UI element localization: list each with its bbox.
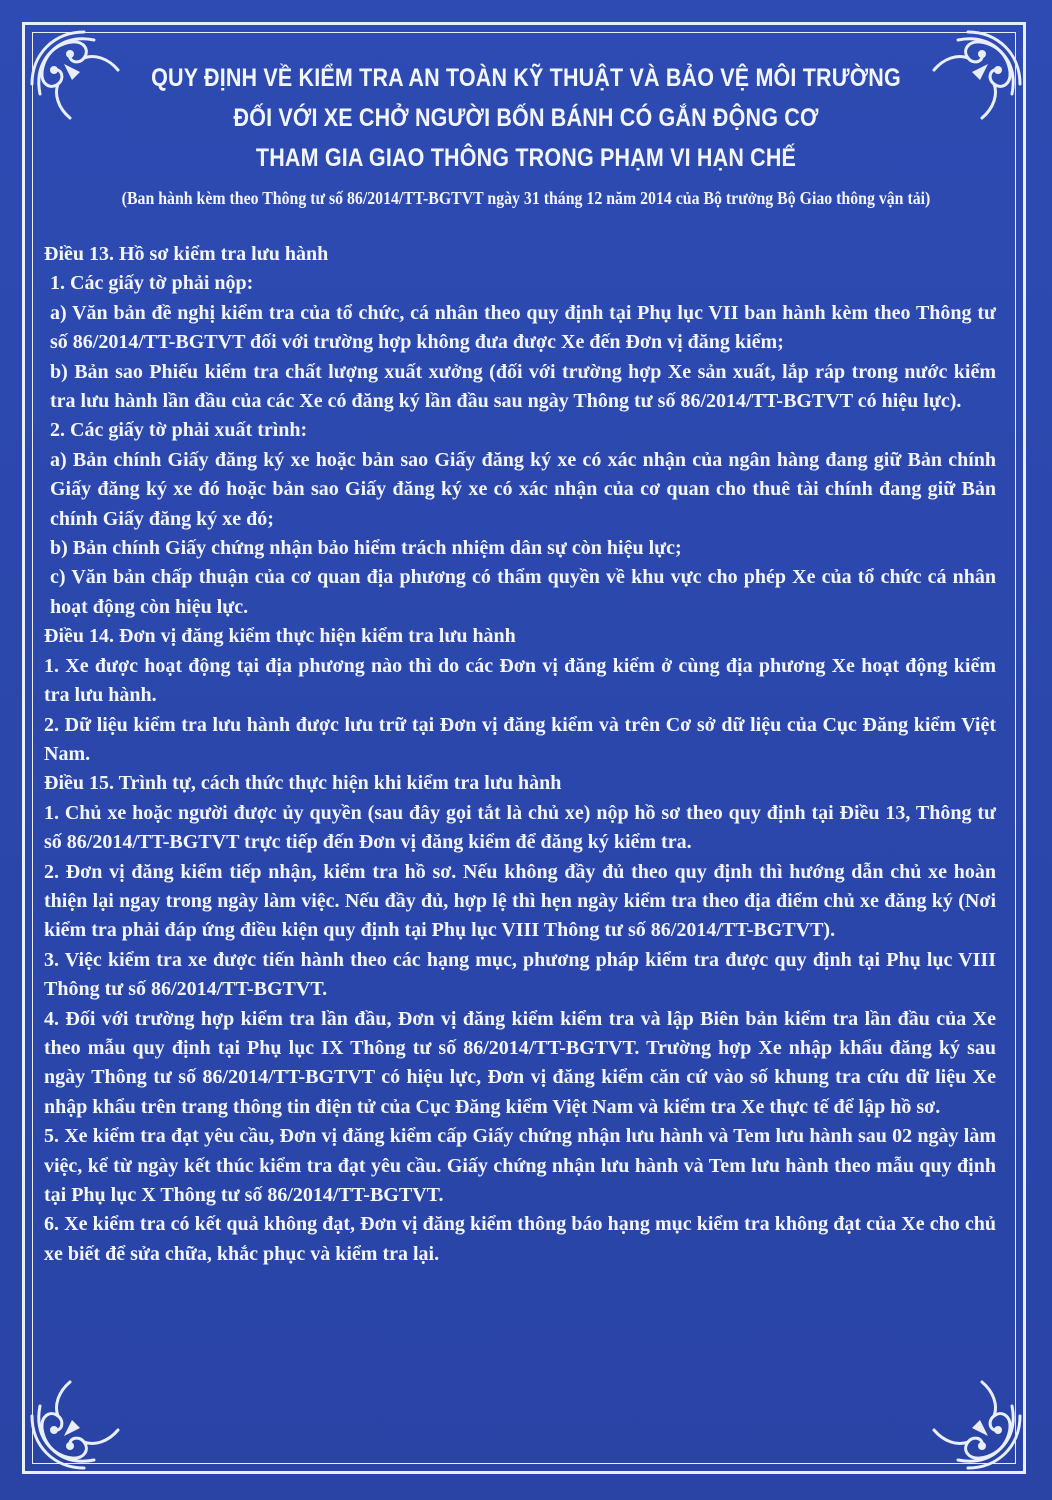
title-line-3: THAM GIA GIAO THÔNG TRONG PHẠM VI HẠN CHẾ	[255, 144, 797, 172]
paragraph: b) Bản sao Phiếu kiểm tra chất lượng xuất xưởng (đối với trường hợp Xe sản xuất, lắp ráp trong nước kiểm tra lưu hành lần đầu của các Xe có đăng ký lần đầu sau ngày Thông tư số 86/2014/TT-BGTVT có hiệu lực).	[50, 360, 996, 413]
paragraph: b) Bản chính Giấy chứng nhận bảo hiểm trách nhiệm dân sự còn hiệu lực;	[50, 537, 682, 560]
regulation-body	[44, 240, 996, 1269]
header	[60, 58, 992, 209]
article-14-heading: Điều 14. Đơn vị đăng kiểm thực hiện kiểm tra lưu hành	[44, 625, 516, 648]
subtitle: (Ban hành kèm theo Thông tư số 86/2014/TT-BGTVT ngày 31 tháng 12 năm 2014 của Bộ trưởng Bộ Giao thông vận tải)	[121, 188, 931, 208]
paragraph: 4. Đối với trường hợp kiểm tra lần đầu, Đơn vị đăng kiểm kiểm tra và lập Biên bản kiểm tra lần đầu của Xe theo mẫu quy định tại Phụ lục IX Thông tư số 86/2014/TT-BGTVT. Trường hợp Xe nhập khẩu đăng ký sau ngày Thông tư số 86/2014/TT-BGTVT có hiệu lực, Đơn vị đăng kiểm căn cứ vào số khung tra cứu dữ liệu Xe nhập khẩu trên trang thông tin điện tử của Cục Đăng kiểm Việt Nam và kiểm tra Xe thực tế để lập hồ sơ.	[44, 1007, 996, 1118]
paragraph: 1. Chủ xe hoặc người được ủy quyền (sau đây gọi tắt là chủ xe) nộp hồ sơ theo quy định tại Điều 13, Thông tư số 86/2014/TT-BGTVT trực tiếp đến Đơn vị đăng kiểm để đăng ký kiểm tra.	[44, 801, 996, 854]
paragraph: a) Bản chính Giấy đăng ký xe hoặc bản sao Giấy đăng ký xe có xác nhận của ngân hàng đang giữ Bản chính Giấy đăng ký xe đó hoặc bản sao Giấy đăng ký xe có xác nhận của cơ quan cho thuê tài chính đang giữ Bản chính Giấy đăng ký xe đó;	[50, 448, 996, 530]
paragraph: 1. Các giấy tờ phải nộp:	[50, 272, 254, 295]
paragraph: 1. Xe được hoạt động tại địa phương nào thì do các Đơn vị đăng kiểm ở cùng địa phương Xe hoạt động kiểm tra lưu hành.	[44, 654, 996, 707]
title-line-1: QUY ĐỊNH VỀ KIỂM TRA AN TOÀN KỸ THUẬT VÀ BẢO VỆ MÔI TRƯỜNG	[151, 64, 901, 92]
article-13-heading: Điều 13. Hồ sơ kiểm tra lưu hành	[44, 243, 329, 265]
article-15-heading: Điều 15. Trình tự, cách thức thực hiện khi kiểm tra lưu hành	[44, 772, 562, 795]
paragraph: 5. Xe kiểm tra đạt yêu cầu, Đơn vị đăng kiểm cấp Giấy chứng nhận lưu hành và Tem lưu hành sau 02 ngày làm việc, kể từ ngày kết thúc kiểm tra đạt yêu cầu. Giấy chứng nhận lưu hành và Tem lưu hành theo mẫu quy định tại Phụ lục X Thông tư số 86/2014/TT-BGTVT.	[44, 1125, 996, 1206]
corner-ornament-bottom-right	[918, 1366, 1028, 1476]
paragraph: 6. Xe kiểm tra có kết quả không đạt, Đơn vị đăng kiểm thông báo hạng mục kiểm tra không đạt của Xe cho chủ xe biết để sửa chữa, khắc phục và kiểm tra lại.	[44, 1213, 996, 1265]
corner-ornament-bottom-left	[24, 1366, 134, 1476]
paragraph: 2. Dữ liệu kiểm tra lưu hành được lưu trữ tại Đơn vị đăng kiểm và trên Cơ sở dữ liệu của Cục Đăng kiểm Việt Nam.	[44, 713, 996, 765]
title-line-2: ĐỐI VỚI XE CHỞ NGƯỜI BỐN BÁNH CÓ GẮN ĐỘNG CƠ	[233, 104, 819, 132]
paragraph: 2. Đơn vị đăng kiểm tiếp nhận, kiểm tra hồ sơ. Nếu không đầy đủ theo quy định thì hướng dẫn chủ xe hoàn thiện lại ngay trong ngày làm việc. Nếu đầy đủ, hợp lệ thì hẹn ngày kiểm tra theo địa điểm chủ xe đăng ký (Nơi kiểm tra phải đáp ứng điều kiện quy định tại Phụ lục VIII Thông tư số 86/2014/TT-BGTVT).	[44, 860, 996, 942]
paragraph: c) Văn bản chấp thuận của cơ quan địa phương có thẩm quyền về khu vực cho phép Xe của tổ chức cá nhân hoạt động còn hiệu lực.	[50, 566, 996, 618]
paragraph: 2. Các giấy tờ phải xuất trình:	[50, 419, 308, 442]
paragraph: 3. Việc kiểm tra xe được tiến hành theo các hạng mục, phương pháp kiểm tra được quy định tại Phụ lục VIII Thông tư số 86/2014/TT-BGTVT.	[44, 948, 996, 1001]
paragraph: a) Văn bản đề nghị kiểm tra của tổ chức, cá nhân theo quy định tại Phụ lục VII ban hành kèm theo Thông tư số 86/2014/TT-BGTVT đối với trường hợp không đưa được Xe đến Đơn vị đăng kiểm;	[50, 301, 996, 354]
